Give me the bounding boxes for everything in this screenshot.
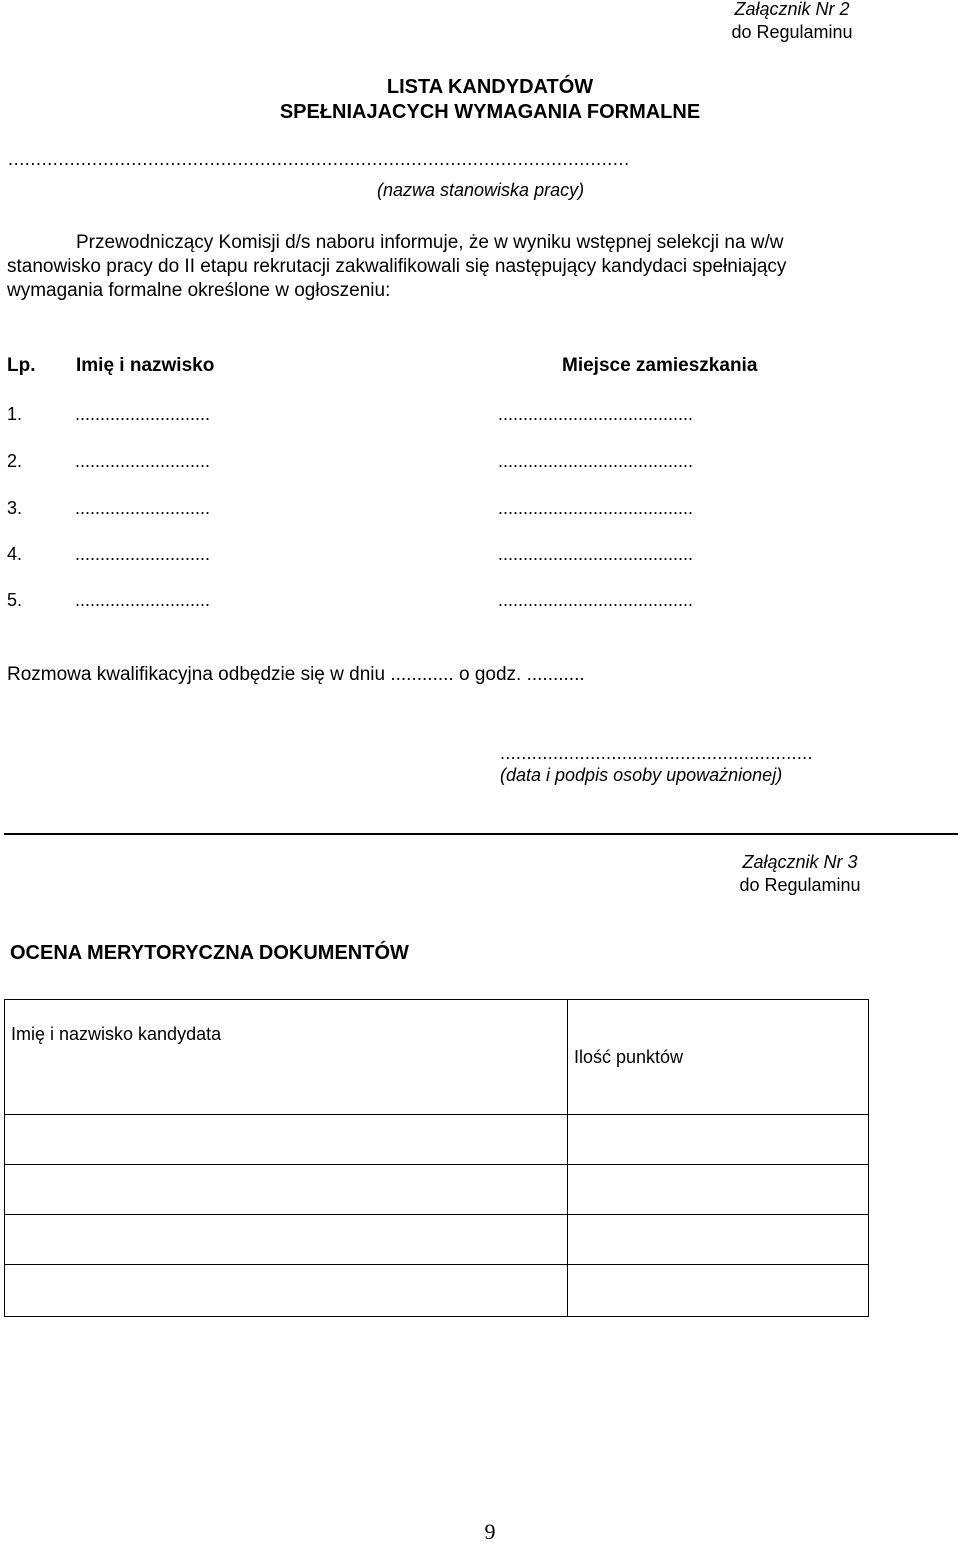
- table-cell[interactable]: [5, 1215, 568, 1265]
- table-cell[interactable]: [5, 1115, 568, 1165]
- table-row: [5, 1165, 869, 1215]
- row-number: 3.: [7, 498, 23, 518]
- table-cell[interactable]: [568, 1265, 869, 1317]
- header-points-label: Ilość punktów: [574, 1047, 684, 1067]
- row-name: ...........................: [75, 404, 211, 424]
- header-lp: Lp.: [7, 355, 36, 376]
- table-cell[interactable]: [5, 1165, 568, 1215]
- list-item: [7, 590, 767, 614]
- row-residence: .......................................: [498, 498, 694, 518]
- row-residence: .......................................: [498, 544, 694, 564]
- page-number: 9: [484, 1519, 496, 1544]
- table-cell[interactable]: [568, 1165, 869, 1215]
- announcement-line-1: Przewodniczący Komisji d/s naboru informuje, że w wyniku wstępnej selekcji na w/w: [76, 232, 784, 253]
- page-title: [0, 75, 960, 125]
- row-number: 1.: [7, 404, 23, 424]
- announcement-line-3: wymagania formalne określone w ogłoszeniu:: [7, 280, 391, 301]
- signature-dots: ...........................................................: [500, 743, 813, 763]
- row-name: ...........................: [75, 590, 211, 610]
- interview-text: Rozmowa kwalifikacyjna odbędzie się w dniu ............ o godz. ...........: [7, 664, 585, 685]
- table-cell[interactable]: [5, 1265, 568, 1317]
- attachment-number: Załącznik Nr 2: [734, 0, 850, 19]
- table-row: [5, 1115, 869, 1165]
- row-number: 4.: [7, 544, 23, 564]
- title-line-1: LISTA KANDYDATÓW: [386, 76, 594, 98]
- list-item: [7, 404, 767, 428]
- row-name: ...........................: [75, 544, 211, 564]
- signature-caption: (data i podpis osoby upoważnionej): [500, 765, 783, 785]
- list-item: [7, 544, 767, 568]
- attachment-label: [700, 0, 884, 44]
- announcement-line-2: stanowisko pracy do II etapu rekrutacji zakwalifikowali się następujący kandydaci spełniający: [7, 256, 787, 277]
- row-residence: .......................................: [498, 451, 694, 471]
- row-name: ...........................: [75, 498, 211, 518]
- attachment-label: [708, 851, 892, 897]
- position-dots: ...............................................................................................................: [8, 149, 630, 169]
- evaluation-table: [4, 999, 869, 1317]
- row-residence: .......................................: [498, 404, 694, 424]
- header-candidate-label: Imię i nazwisko kandydata: [11, 1024, 222, 1044]
- table-cell[interactable]: [568, 1215, 869, 1265]
- row-number: 2.: [7, 451, 23, 471]
- attachment-regulation: do Regulaminu: [739, 875, 861, 895]
- header-residence: Miejsce zamieszkania: [562, 355, 758, 376]
- table-header-candidate: [5, 1000, 568, 1115]
- attachment-number: Załącznik Nr 3: [742, 852, 858, 872]
- list-item: [7, 451, 767, 475]
- table-row: [5, 1265, 869, 1317]
- header-name: Imię i nazwisko: [76, 355, 215, 376]
- list-item: [7, 498, 767, 522]
- row-residence: .......................................: [498, 590, 694, 610]
- section-title: OCENA MERYTORYCZNA DOKUMENTÓW: [10, 942, 409, 964]
- table-cell[interactable]: [568, 1115, 869, 1165]
- table-row: [5, 1215, 869, 1265]
- position-caption: (nazwa stanowiska pracy): [377, 180, 585, 200]
- row-number: 5.: [7, 590, 23, 610]
- table-header-points: [568, 1000, 869, 1115]
- title-line-2: SPEŁNIAJACYCH WYMAGANIA FORMALNE: [279, 101, 701, 123]
- attachment-regulation: do Regulaminu: [731, 22, 853, 42]
- section-divider: [4, 833, 958, 835]
- row-name: ...........................: [75, 451, 211, 471]
